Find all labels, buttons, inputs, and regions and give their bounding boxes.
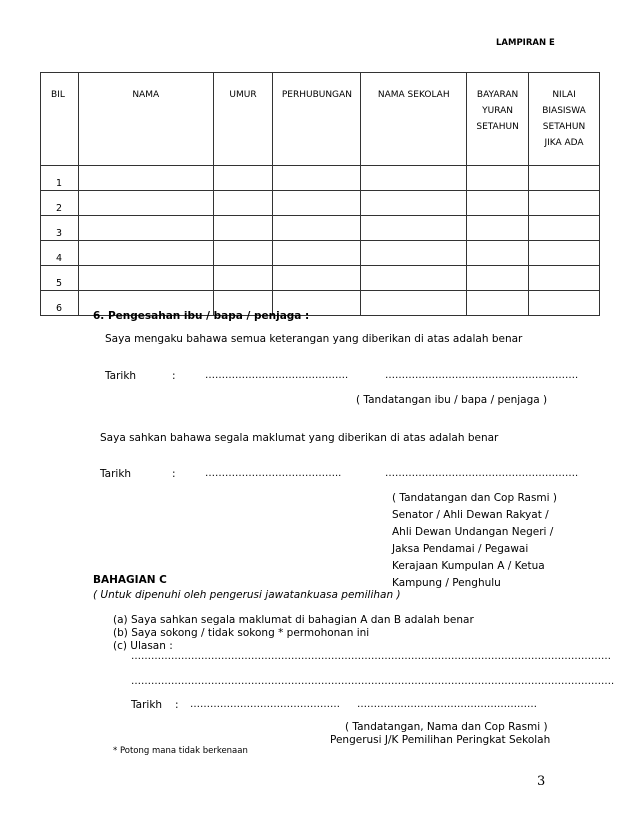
table-row: 4 [41, 241, 600, 266]
cell[interactable] [213, 266, 273, 291]
cell[interactable] [78, 166, 213, 191]
cell[interactable] [273, 266, 361, 291]
cell[interactable] [273, 241, 361, 266]
signature-field-2[interactable]: …………………………………………………. [385, 468, 579, 479]
cell[interactable] [467, 191, 529, 216]
signature-caption-1: ( Tandatangan ibu / bapa / penjaga ) [356, 394, 548, 406]
signature-caption-2: ( Tandatangan dan Cop Rasmi ) Senator / Ahli Dewan Rakyat / Ahli Dewan Undangan Negeri / Jaksa Pendamai / Pegawai Kerajaan Kumpulan A / Ketua Kampung / Penghulu [392, 492, 557, 589]
table-row: 6 [41, 291, 600, 316]
cell[interactable] [78, 241, 213, 266]
tarikh-label-c: Tarikh [131, 699, 163, 711]
item-c: (c) Ulasan : [113, 640, 173, 652]
cell[interactable] [78, 266, 213, 291]
cell[interactable] [467, 266, 529, 291]
cell[interactable] [467, 216, 529, 241]
cell[interactable] [213, 216, 273, 241]
cell[interactable] [213, 166, 273, 191]
bahagian-c-subtitle: ( Untuk dipenuhi oleh pengerusi jawatankuasa pemilihan ) [93, 589, 401, 601]
cell[interactable] [273, 216, 361, 241]
page-number: 3 [537, 774, 546, 789]
item-b: (b) Saya sokong / tidak sokong * permohonan ini [113, 627, 370, 639]
cell[interactable] [529, 166, 600, 191]
cell[interactable] [213, 241, 273, 266]
cell[interactable] [529, 216, 600, 241]
table-row: 2 [41, 191, 600, 216]
cell[interactable] [361, 191, 467, 216]
header-perhubungan: PERHUBUNGAN [273, 73, 361, 166]
cell[interactable] [529, 241, 600, 266]
cell[interactable] [361, 241, 467, 266]
date-field-c[interactable]: ……………………………………… [190, 699, 340, 710]
section6-heading: 6. Pengesahan ibu / bapa / penjaga : [93, 310, 310, 322]
date-field-2[interactable]: ………………………………….. [205, 468, 342, 479]
table-row: 1 [41, 166, 600, 191]
cell[interactable] [361, 166, 467, 191]
table-header-row [41, 73, 600, 166]
statement-1: Saya mengaku bahawa semua keterangan yang diberikan di atas adalah benar [105, 333, 523, 345]
table-row: 3 [41, 216, 600, 241]
cell[interactable] [467, 166, 529, 191]
colon-c: : [175, 699, 179, 711]
cell[interactable] [361, 216, 467, 241]
header-nilai: NILAI BIASISWA SETAHUN JIKA ADA [529, 73, 600, 166]
header-umur: UMUR [213, 73, 273, 166]
signature-caption-c2: Pengerusi J/K Pemilihan Peringkat Sekolah [330, 734, 551, 746]
statement-2: Saya sahkan bahawa segala maklumat yang diberikan di atas adalah benar [100, 432, 499, 444]
date-field-1[interactable]: ……………………………………. [205, 370, 349, 381]
cell[interactable] [529, 291, 600, 316]
cell[interactable] [78, 216, 213, 241]
colon-1: : [172, 370, 176, 382]
header-nama: NAMA [78, 73, 213, 166]
cell[interactable] [78, 191, 213, 216]
footnote: * Potong mana tidak berkenaan [113, 746, 248, 756]
cell[interactable] [213, 191, 273, 216]
cell[interactable] [273, 191, 361, 216]
cell[interactable] [529, 266, 600, 291]
header-nama-sekolah: NAMA SEKOLAH [361, 73, 467, 166]
colon-2: : [172, 468, 176, 480]
ulasan-line-1[interactable]: ……………………………………………………………………………………………………………………………… [131, 651, 611, 662]
family-table [40, 72, 600, 316]
cell[interactable] [361, 291, 467, 316]
header-bayaran: BAYARAN YURAN SETAHUN [467, 73, 529, 166]
bahagian-c-heading: BAHAGIAN C [93, 574, 167, 586]
item-a: (a) Saya sahkan segala maklumat di bahagian A dan B adalah benar [113, 614, 474, 626]
cell[interactable] [361, 266, 467, 291]
lampiran-label: LAMPIRAN E [496, 38, 555, 48]
table-row: 5 [41, 266, 600, 291]
cell[interactable] [529, 191, 600, 216]
cell[interactable] [467, 291, 529, 316]
tarikh-label-2: Tarikh [100, 468, 132, 480]
cell[interactable] [467, 241, 529, 266]
signature-caption-c1: ( Tandatangan, Nama dan Cop Rasmi ) [345, 721, 548, 733]
signature-field-c[interactable]: ……………………………………………… [357, 699, 537, 710]
header-bil: BIL [41, 73, 79, 166]
signature-field-1[interactable]: …………………………………………………. [385, 370, 579, 381]
tarikh-label-1: Tarikh [105, 370, 137, 382]
cell[interactable] [273, 166, 361, 191]
ulasan-line-2[interactable]: ………………………………………………………………………………………………………………………………. [131, 676, 615, 687]
